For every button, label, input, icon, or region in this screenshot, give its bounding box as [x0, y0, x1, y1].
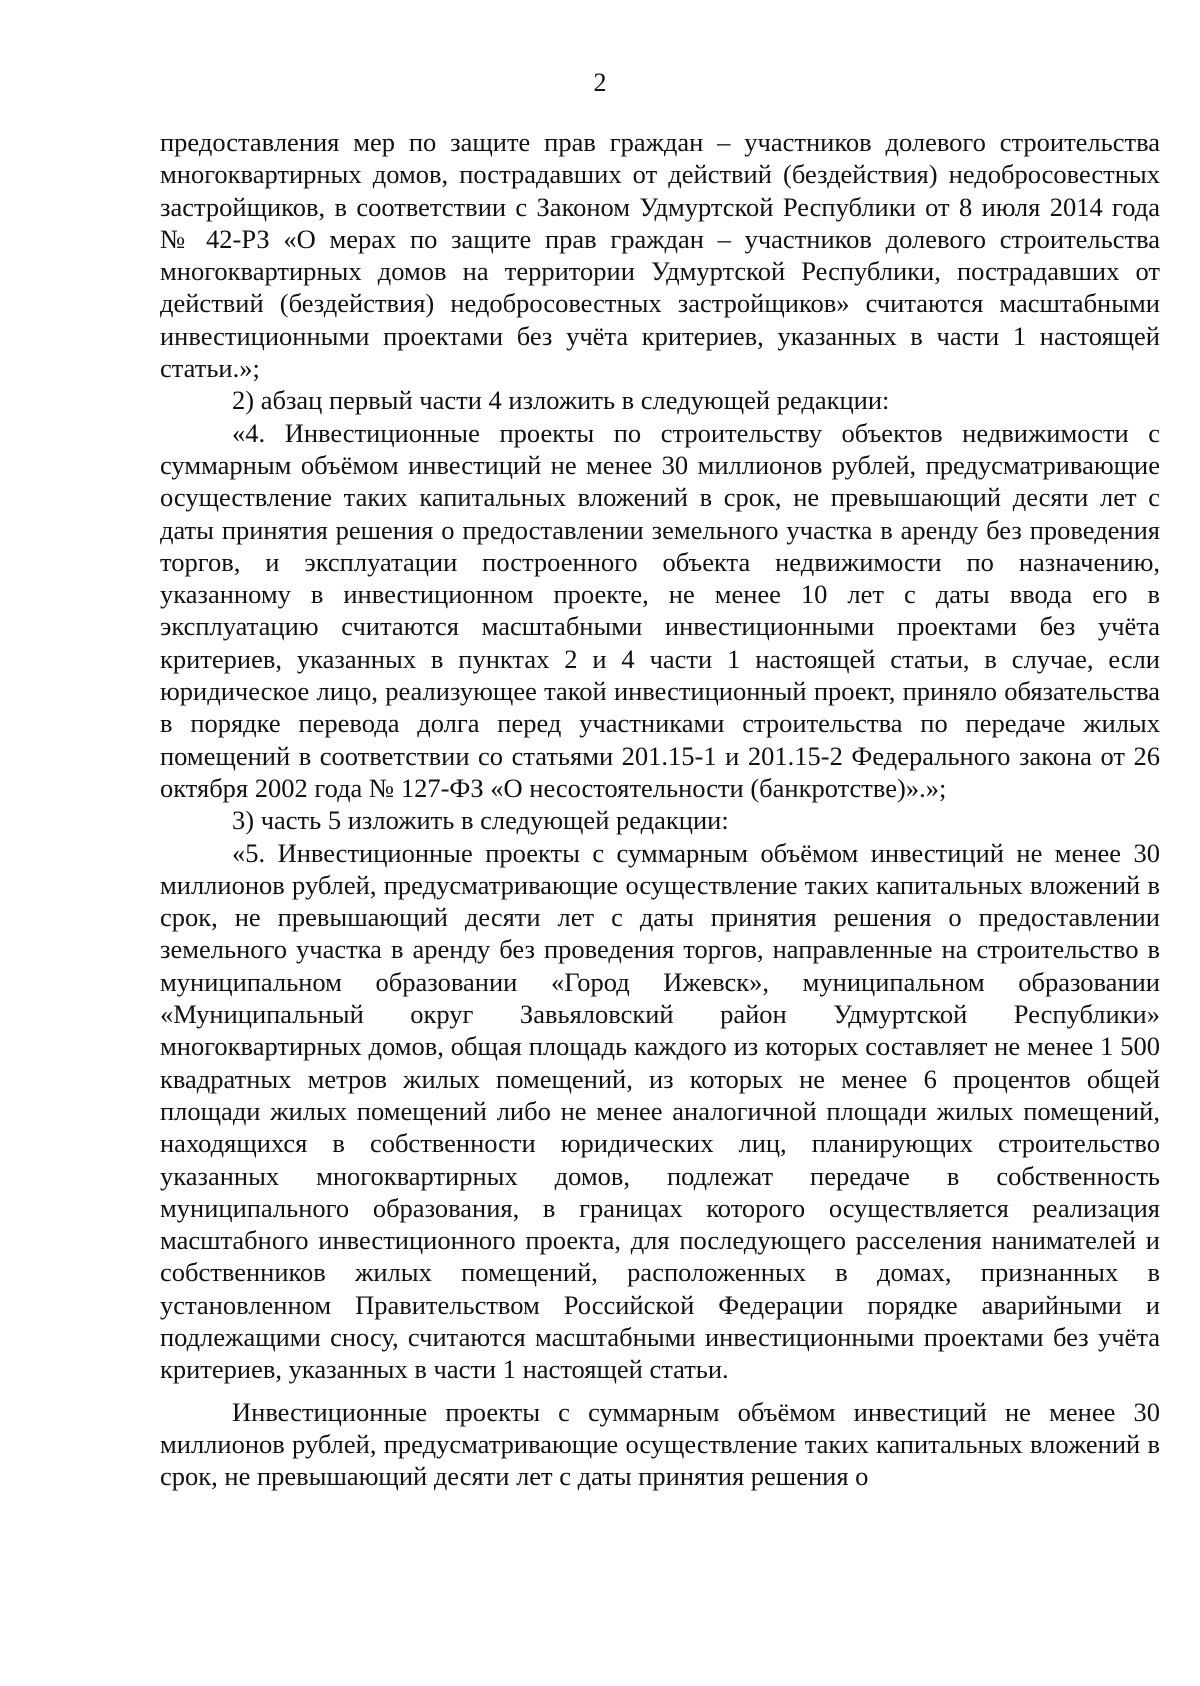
paragraph-part-5-second: Инвестиционные проекты с суммарным объёмом инвестиций не менее 30 миллионов рублей, предусматривающие осуществление таких капитальных вложений в срок, не превышающий десяти лет с даты принятия решения о	[160, 1396, 1160, 1492]
document-body	[160, 126, 1160, 1492]
paragraph-part-4-text: «4. Инвестиционные проекты по строительству объектов недвижимости с суммарным объёмом инвестиций не менее 30 миллионов рублей, предусматривающие осуществление таких капитальных вложений в срок, не превышающий десяти лет с даты принятия решения о предоставлении земельного участка в аренду без проведения торгов, и эксплуатации построенного объекта недвижимости по назначению, указанному в инвестиционном проекте, не менее 10 лет с даты ввода его в эксплуатацию считаются масштабными инвестиционными проектами без учёта критериев, указанных в пунктах 2 и 4 части 1 настоящей статьи, в случае, если юридическое лицо, реализующее такой инвестиционный проект, приняло обязательства в порядке перевода долга перед участниками строительства по передаче жилых помещений в соответствии со статьями 201.15-1 и 201.15-2 Федерального закона от 26 октября 2002 года № 127-ФЗ «О несостоятельности (банкротстве)».»;	[160, 417, 1160, 803]
paragraph-amendment-2: 2) абзац первый части 4 изложить в следующей редакции:	[232, 385, 890, 416]
paragraph-continuation: предоставления мер по защите прав граждан – участников долевого строительства многоквартирных домов, пострадавших от действий (бездействия) недобросовестных застройщиков, в соответствии с Законом Удмуртской Республики от 8 июля 2014 года № 42-РЗ «О мерах по защите прав граждан – участников долевого строительства многоквартирных домов на территории Удмуртской Республики, пострадавших от действий (бездействия) недобросовестных застройщиков» считаются масштабными инвестиционными проектами без учёта критериев, указанных в части 1 настоящей статьи.»;	[160, 127, 1160, 384]
page-number: 2	[593, 68, 607, 97]
paragraph-amendment-3: 3) часть 5 изложить в следующей редакции:	[232, 805, 729, 836]
paragraph-part-5-text: «5. Инвестиционные проекты с суммарным объёмом инвестиций не менее 30 миллионов рублей, предусматривающие осуществление таких капитальных вложений в срок, не превышающий десяти лет с даты принятия решения о предоставлении земельного участка в аренду без проведения торгов, направленные на строительство в муниципальном образовании «Город Ижевск», муниципальном образовании «Муниципальный округ Завьяловский район Удмуртской Республики» многоквартирных домов, общая площадь каждого из которых составляет не менее 1 500 квадратных метров жилых помещений, из которых не менее 6 процентов общей площади жилых помещений либо не менее аналогичной площади жилых помещений, находящихся в собственности юридических лиц, планирующих строительство указанных многоквартирных домов, подлежат передаче в собственность муниципального образования, в границах которого осуществляется реализация масштабного инвестиционного проекта, для последующего расселения нанимателей и собственников жилых помещений, расположенных в домах, признанных в установленном Правительством Российской Федерации порядке аварийными и подлежащими сносу, считаются масштабными инвестиционными проектами без учёта критериев, указанных в части 1 настоящей статьи.	[160, 837, 1160, 1385]
